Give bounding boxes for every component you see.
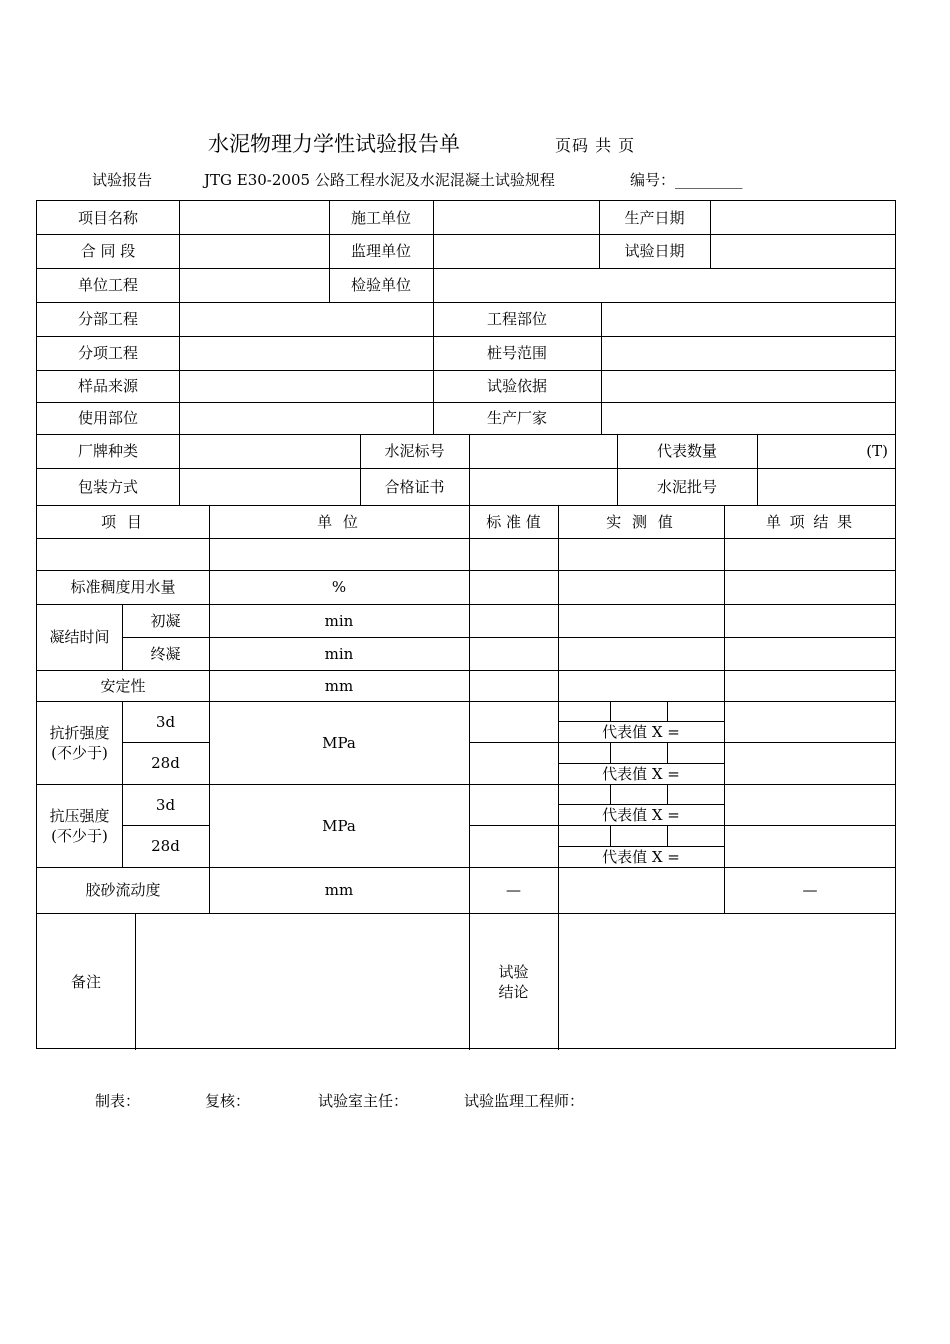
report-number: 编号：_________ [630,171,743,189]
header-item: 项 目 [101,512,145,531]
label-supervision-unit: 监理单位 [350,242,411,260]
compressive-strength-text: 抗压强度 [49,806,110,825]
label-production-date: 生产日期 [624,208,685,227]
report-title: 水泥物理力学性试验报告单 [208,132,460,156]
footer-prepared: 制表： [95,1092,141,1110]
label-fluidity: 胶砂流动度 [85,881,161,899]
footer-reviewed: 复核： [205,1092,251,1110]
conclusion-line-2: 结论 [498,982,529,1001]
compressive-28d-representative: 代表值 X = [602,847,680,866]
field-rep-quantity[interactable] [757,434,896,468]
label-contract-section: 合 同 段 [80,242,136,260]
label-brand-type: 厂牌种类 [77,442,138,460]
label-cement-batch: 水泥批号 [656,477,717,496]
header-standard: 标 准 值 [486,512,541,531]
field-test-basis[interactable] [601,370,896,402]
flexural-age-3d: 3d [155,712,176,731]
label-sub-project: 分部工程 [77,310,138,328]
label-station-range: 桩号范围 [486,344,547,362]
field-manufacturer[interactable] [601,402,896,434]
field-packaging[interactable] [179,468,360,505]
label-cement-grade: 水泥标号 [384,442,445,460]
field-cement-batch[interactable] [757,468,896,505]
standard-fluidity: — [506,881,521,899]
label-test-date: 试验日期 [624,242,685,260]
field-sub-project[interactable] [179,302,433,336]
label-remarks: 备注 [70,972,101,991]
label-setting-time: 凝结时间 [49,628,110,646]
label-packaging: 包装方式 [77,477,138,496]
flexural-28d-representative: 代表值 X = [602,764,680,783]
flexural-min-text: (不少于) [51,743,108,762]
field-project-name[interactable] [179,201,329,234]
compressive-3d-representative: 代表值 X = [602,805,680,824]
field-conclusion[interactable] [558,913,896,1050]
field-contract-section[interactable] [179,234,329,268]
label-construction-unit: 施工单位 [350,208,411,227]
unit-flexural: MPa [322,733,356,752]
unit-consistency: % [331,578,347,596]
label-conclusion [469,913,558,1050]
field-test-date[interactable] [710,234,896,268]
field-remarks[interactable] [135,913,469,1050]
footer-lab-director: 试验室主任： [318,1092,409,1110]
compressive-age-28d: 28d [151,837,180,855]
label-sample-source: 样品来源 [77,377,138,395]
footer-supervisor: 试验监理工程师： [464,1092,585,1110]
report-label: 试验报告 [92,171,153,189]
compressive-age-3d: 3d [155,795,176,814]
label-final-set: 终凝 [150,644,181,663]
field-cement-grade[interactable] [469,434,617,468]
field-construction-unit[interactable] [433,201,599,234]
unit-soundness: mm [324,676,354,695]
label-project-name: 项目名称 [77,208,138,227]
result-fluidity: — [802,881,818,899]
field-sample-source[interactable] [179,370,433,402]
label-usage-part: 使用部位 [77,409,138,427]
flexural-3d-representative: 代表值 X = [602,722,680,741]
label-project-part: 工程部位 [486,310,547,328]
unit-fluidity: mm [324,881,354,899]
unit-compressive: MPa [322,816,356,835]
unit-initial-set: min [324,611,354,630]
flexural-age-28d: 28d [151,754,180,772]
label-test-basis: 试验依据 [486,377,547,395]
label-soundness: 安定性 [100,676,146,695]
header-unit: 单 位 [317,512,361,531]
unit-final-set: min [324,644,354,663]
field-certificate[interactable] [469,468,617,505]
field-station-range[interactable] [601,336,896,370]
rep-quantity-unit: (T) [866,442,888,460]
compressive-min-text: (不少于) [51,826,108,845]
header-measured: 实 测 值 [606,512,676,531]
label-unit-project: 单位工程 [77,276,138,294]
label-item-project: 分项工程 [77,344,138,362]
label-inspection-unit: 检验单位 [350,276,411,294]
standard-reference: JTG E30-2005 公路工程水泥及水泥混凝土试验规程 [204,171,555,189]
page-info: 页码 共 页 [555,136,636,155]
field-project-part[interactable] [601,302,896,336]
label-consistency: 标准稠度用水量 [70,578,176,596]
field-inspection-unit[interactable] [433,268,896,302]
report-table [36,200,896,1049]
label-compressive-strength [37,784,122,867]
field-item-project[interactable] [179,336,433,370]
field-brand-type[interactable] [179,434,360,468]
flexural-strength-text: 抗折强度 [49,723,110,742]
field-production-date[interactable] [710,201,896,234]
header-result: 单 项 结 果 [765,512,855,531]
conclusion-line-1: 试验 [498,962,529,981]
label-manufacturer: 生产厂家 [486,409,547,427]
field-usage-part[interactable] [179,402,433,434]
field-supervision-unit[interactable] [433,234,599,268]
label-rep-quantity: 代表数量 [656,442,717,460]
field-unit-project[interactable] [179,268,329,302]
label-initial-set: 初凝 [150,611,181,630]
label-certificate: 合格证书 [384,477,445,496]
label-flexural-strength [37,701,122,784]
